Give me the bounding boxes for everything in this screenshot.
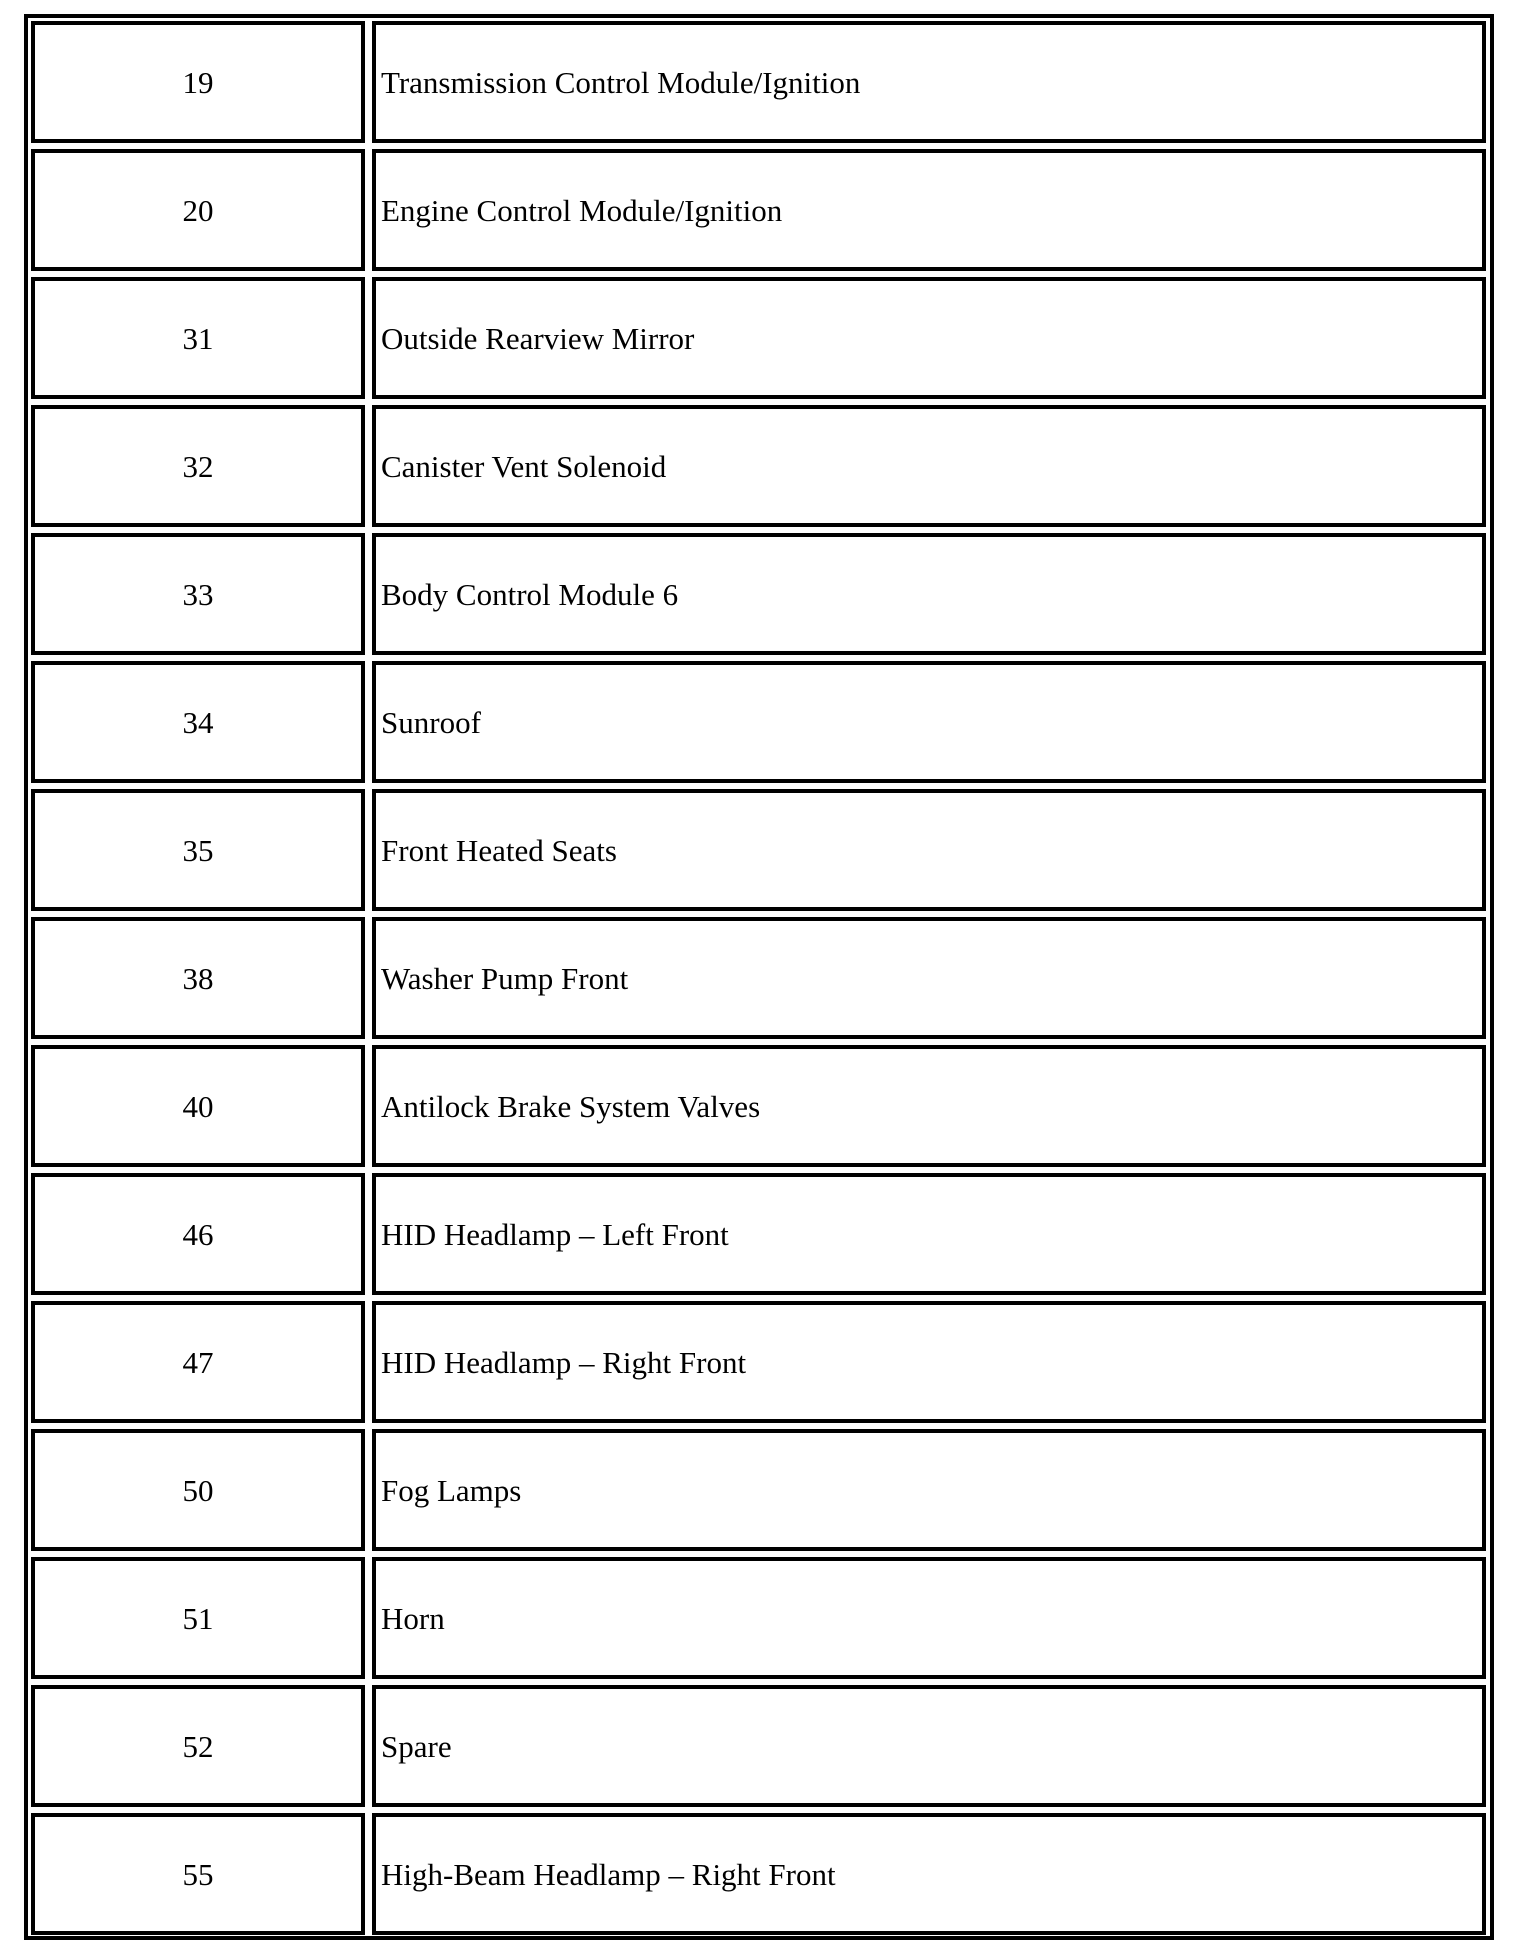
fuse-number-cell: 52 xyxy=(31,1685,365,1807)
table-row xyxy=(28,1170,1490,1298)
fuse-number-cell: 35 xyxy=(31,789,365,911)
fuse-usage-cell: Body Control Module 6 xyxy=(372,533,1486,655)
fuse-usage-cell: HID Headlamp – Right Front xyxy=(372,1301,1486,1423)
table-row xyxy=(28,1810,1490,1938)
fuse-usage-cell: Outside Rearview Mirror xyxy=(372,277,1486,399)
table-row xyxy=(28,1426,1490,1554)
fuse-usage-cell: HID Headlamp – Left Front xyxy=(372,1173,1486,1295)
table-row xyxy=(28,1298,1490,1426)
fuse-usage-cell: Transmission Control Module/Ignition xyxy=(372,21,1486,143)
table-row xyxy=(28,146,1490,274)
fuse-usage-cell: Engine Control Module/Ignition xyxy=(372,149,1486,271)
fuse-usage-cell: Sunroof xyxy=(372,661,1486,783)
fuse-number-cell: 31 xyxy=(31,277,365,399)
table-row xyxy=(28,1042,1490,1170)
fuse-number-cell: 32 xyxy=(31,405,365,527)
table-row xyxy=(28,786,1490,914)
fuse-number-cell: 50 xyxy=(31,1429,365,1551)
table-row xyxy=(28,658,1490,786)
fuse-usage-cell: Horn xyxy=(372,1557,1486,1679)
fuse-usage-cell: Front Heated Seats xyxy=(372,789,1486,911)
fuse-number-cell: 34 xyxy=(31,661,365,783)
fuse-table xyxy=(24,14,1494,1940)
fuse-number-cell: 47 xyxy=(31,1301,365,1423)
fuse-number-cell: 33 xyxy=(31,533,365,655)
table-row xyxy=(28,274,1490,402)
fuse-usage-cell: Fog Lamps xyxy=(372,1429,1486,1551)
fuse-usage-cell: High-Beam Headlamp – Right Front xyxy=(372,1813,1486,1935)
fuse-number-cell: 20 xyxy=(31,149,365,271)
table-row xyxy=(28,530,1490,658)
table-row xyxy=(28,402,1490,530)
fuse-number-cell: 46 xyxy=(31,1173,365,1295)
table-row xyxy=(28,914,1490,1042)
fuse-number-cell: 55 xyxy=(31,1813,365,1935)
fuse-usage-cell: Canister Vent Solenoid xyxy=(372,405,1486,527)
table-row xyxy=(28,1682,1490,1810)
fuse-usage-cell: Washer Pump Front xyxy=(372,917,1486,1039)
fuse-number-cell: 19 xyxy=(31,21,365,143)
fuse-usage-cell: Antilock Brake System Valves xyxy=(372,1045,1486,1167)
fuse-number-cell: 40 xyxy=(31,1045,365,1167)
fuse-usage-cell: Spare xyxy=(372,1685,1486,1807)
fuse-number-cell: 38 xyxy=(31,917,365,1039)
table-row xyxy=(28,1554,1490,1682)
fuse-number-cell: 51 xyxy=(31,1557,365,1679)
table-row xyxy=(28,18,1490,146)
